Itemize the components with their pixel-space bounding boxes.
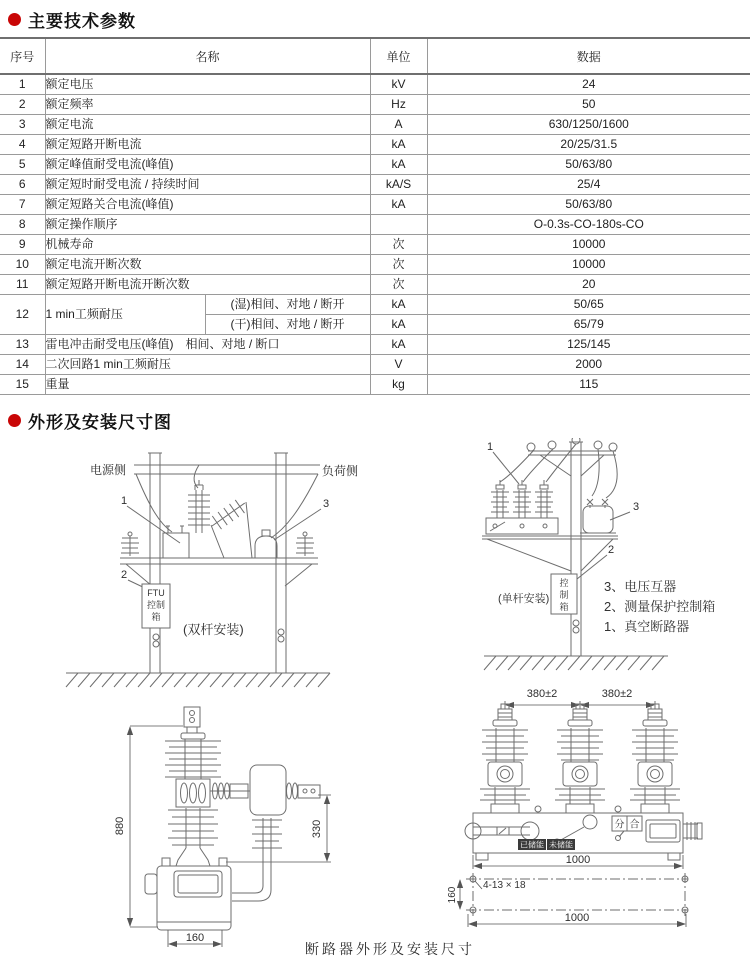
row-data: 125/145 bbox=[427, 335, 750, 355]
interrupter-housing bbox=[176, 779, 210, 807]
row-name: 额定短路开断电流 bbox=[45, 135, 370, 155]
table-row bbox=[0, 295, 750, 315]
section-main-parameters bbox=[0, 0, 750, 37]
row-no: 15 bbox=[0, 375, 45, 395]
row-name: 额定频率 bbox=[45, 95, 370, 115]
row-data: 10000 bbox=[427, 255, 750, 275]
row-data: 10000 bbox=[427, 235, 750, 255]
jumper-wires bbox=[500, 444, 617, 498]
breaker-tank bbox=[486, 518, 558, 534]
row-unit: kV bbox=[370, 74, 427, 95]
row-no: 14 bbox=[0, 355, 45, 375]
table-row bbox=[0, 375, 750, 395]
dim-holes-leader bbox=[475, 881, 482, 889]
row-unit bbox=[370, 215, 427, 235]
dim-330-label: 330 bbox=[311, 819, 323, 839]
row-name: 额定短路开断电流开断次数 bbox=[45, 275, 370, 295]
callout-2: 2 bbox=[121, 569, 128, 581]
poles bbox=[148, 453, 288, 673]
technical-parameters-table bbox=[0, 37, 750, 395]
row-data: 50 bbox=[427, 95, 750, 115]
table-row bbox=[0, 175, 750, 195]
section-dimensions bbox=[0, 401, 750, 438]
row-unit: kA bbox=[370, 195, 427, 215]
row-unit: kA bbox=[370, 335, 427, 355]
row-unit: Hz bbox=[370, 95, 427, 115]
module-lower-insulator bbox=[232, 818, 282, 901]
dim-880-label: 880 bbox=[114, 816, 126, 836]
table-row bbox=[0, 335, 750, 355]
row-data: 50/63/80 bbox=[427, 195, 750, 215]
callout-2: 2 bbox=[608, 544, 615, 556]
dim-380-label-2: 380±2 bbox=[601, 688, 633, 700]
top-terminal bbox=[181, 707, 205, 739]
callout-3: 3 bbox=[323, 498, 330, 510]
ground-line bbox=[484, 656, 668, 670]
table-row bbox=[0, 355, 750, 375]
row-name: 额定电流 bbox=[45, 115, 370, 135]
load-side-label: 负荷侧 bbox=[322, 464, 359, 478]
overhead-lines bbox=[134, 465, 320, 538]
table-row bbox=[0, 275, 750, 295]
table-row bbox=[0, 115, 750, 135]
box-text: 箱 bbox=[559, 602, 569, 612]
row-name: 额定电流开断次数 bbox=[45, 255, 370, 275]
row-no: 6 bbox=[0, 175, 45, 195]
mount-type-label: (单杆安装) bbox=[498, 593, 550, 605]
legend-item-2: 2、测量保护控制箱 bbox=[604, 599, 716, 614]
lower-insulator bbox=[168, 808, 218, 866]
callout-1-leader bbox=[493, 452, 519, 484]
legend-item-1: 1、真空断路器 bbox=[604, 619, 690, 634]
table-row bbox=[0, 255, 750, 275]
section-title-text: 外形及安装尺寸图 bbox=[28, 413, 172, 432]
box-text: 制 bbox=[559, 590, 569, 600]
row-name: 二次回路1 min工频耐压 bbox=[45, 355, 370, 375]
dim-1000-plate-label: 1000 bbox=[564, 912, 590, 924]
mount-type-label: (双杆安装) bbox=[183, 622, 244, 637]
callout-1: 1 bbox=[487, 441, 494, 453]
row-name: 1 min工频耐压 bbox=[45, 295, 205, 335]
row-unit: kA bbox=[370, 155, 427, 175]
close-label: 合 bbox=[629, 819, 640, 831]
row-name: 额定峰值耐受电流(峰值) bbox=[45, 155, 370, 175]
crossarm bbox=[527, 438, 617, 476]
row-no: 12 bbox=[0, 295, 45, 335]
row-data: 115 bbox=[427, 375, 750, 395]
energy-storage-labels bbox=[518, 839, 575, 850]
dim-160-label: 160 bbox=[185, 932, 205, 944]
dim-380-label-1: 380±2 bbox=[526, 688, 558, 700]
pole-clamps bbox=[573, 620, 579, 633]
table-row bbox=[0, 74, 750, 95]
drawing-caption: 断路器外形及安装尺寸 bbox=[305, 941, 475, 957]
row-name: 雷电冲击耐受电压(峰值) 相间、对地 / 断口 bbox=[45, 335, 370, 355]
open-label: 分 bbox=[614, 819, 625, 831]
body-frame bbox=[473, 806, 683, 860]
nameplate bbox=[646, 820, 680, 842]
row-unit: A bbox=[370, 115, 427, 135]
row-unit: kA bbox=[370, 295, 427, 315]
box-text: 控制 bbox=[146, 600, 166, 610]
table-row bbox=[0, 95, 750, 115]
dim-1000-body-label: 1000 bbox=[565, 854, 591, 866]
row-name: 额定短路关合电流(峰值) bbox=[45, 195, 370, 215]
row-subname: (湿)相间、对地 / 断开 bbox=[205, 295, 370, 315]
col-header-no: 序号 bbox=[0, 38, 45, 74]
col-header-data: 数据 bbox=[427, 38, 750, 74]
output-shaft bbox=[683, 822, 702, 840]
row-name: 额定操作顺序 bbox=[45, 215, 370, 235]
row-data: 50/65 bbox=[427, 295, 750, 315]
col-header-unit: 单位 bbox=[370, 38, 427, 74]
upper-insulator bbox=[165, 739, 221, 779]
row-no: 11 bbox=[0, 275, 45, 295]
single-pole-mounting-diagram bbox=[482, 438, 715, 670]
row-name: 重量 bbox=[45, 375, 370, 395]
pole bbox=[569, 442, 583, 656]
row-no: 4 bbox=[0, 135, 45, 155]
row-name: 机械寿命 bbox=[45, 235, 370, 255]
row-unit: kA bbox=[370, 315, 427, 335]
control-box bbox=[551, 574, 577, 614]
section-title-text: 主要技术参数 bbox=[28, 12, 136, 31]
table-row bbox=[0, 195, 750, 215]
row-data: 2000 bbox=[427, 355, 750, 375]
row-no: 13 bbox=[0, 335, 45, 355]
row-unit: 次 bbox=[370, 255, 427, 275]
ftu-control-box bbox=[142, 584, 170, 628]
row-no: 10 bbox=[0, 255, 45, 275]
row-data: 25/4 bbox=[427, 175, 750, 195]
row-no: 3 bbox=[0, 115, 45, 135]
row-unit: 次 bbox=[370, 235, 427, 255]
breaker-front-view bbox=[447, 688, 702, 927]
row-data: 24 bbox=[427, 74, 750, 95]
box-text: 箱 bbox=[151, 612, 161, 622]
col-header-name: 名称 bbox=[45, 38, 370, 74]
row-name: 额定短时耐受电流 / 持续时间 bbox=[45, 175, 370, 195]
red-bullet-icon bbox=[8, 414, 21, 427]
row-no: 5 bbox=[0, 155, 45, 175]
row-no: 7 bbox=[0, 195, 45, 215]
row-no: 9 bbox=[0, 235, 45, 255]
dim-holes-label: 4-13 × 18 bbox=[483, 880, 526, 891]
row-data: O-0.3s-CO-180s-CO bbox=[427, 215, 750, 235]
callout-3: 3 bbox=[633, 501, 640, 513]
row-data: 50/63/80 bbox=[427, 155, 750, 175]
side-bushing-branch bbox=[210, 765, 320, 815]
source-side-label: 电源侧 bbox=[90, 463, 127, 477]
installation-drawings bbox=[0, 438, 750, 968]
table-row bbox=[0, 155, 750, 175]
red-bullet-icon bbox=[8, 13, 21, 26]
dim-380-lines bbox=[505, 701, 655, 709]
uncharged-label: 未储能 bbox=[549, 840, 573, 850]
dim-plate-160-label: 160 bbox=[447, 886, 458, 904]
row-data: 20 bbox=[427, 275, 750, 295]
voltage-transformer bbox=[580, 499, 616, 533]
row-no: 8 bbox=[0, 215, 45, 235]
box-text: 控 bbox=[559, 578, 569, 588]
legend-item-3: 3、电压互器 bbox=[604, 579, 677, 594]
row-data: 20/25/31.5 bbox=[427, 135, 750, 155]
mechanism-box bbox=[145, 858, 231, 930]
platform bbox=[482, 536, 618, 571]
row-unit: kA bbox=[370, 135, 427, 155]
table-row bbox=[0, 235, 750, 255]
row-subname: (干)相间、对地 / 断开 bbox=[205, 315, 370, 335]
row-name: 额定电压 bbox=[45, 74, 370, 95]
row-data: 630/1250/1600 bbox=[427, 115, 750, 135]
callout-1: 1 bbox=[121, 495, 128, 507]
row-data: 65/79 bbox=[427, 315, 750, 335]
row-no: 1 bbox=[0, 74, 45, 95]
charged-label: 已储能 bbox=[520, 840, 544, 850]
table-row bbox=[0, 215, 750, 235]
box-text: FTU bbox=[147, 588, 165, 598]
callout-3-leader bbox=[274, 509, 321, 540]
breaker-side-view bbox=[114, 707, 331, 947]
row-no: 2 bbox=[0, 95, 45, 115]
row-unit: kA/S bbox=[370, 175, 427, 195]
open-close-indicator bbox=[612, 816, 642, 841]
row-unit: 次 bbox=[370, 275, 427, 295]
breaker-on-platform bbox=[163, 480, 280, 558]
table-row bbox=[0, 135, 750, 155]
ground-line bbox=[66, 673, 330, 687]
row-unit: kg bbox=[370, 375, 427, 395]
row-unit: V bbox=[370, 355, 427, 375]
table-header-row bbox=[0, 38, 750, 74]
double-pole-mounting-diagram bbox=[66, 453, 358, 687]
